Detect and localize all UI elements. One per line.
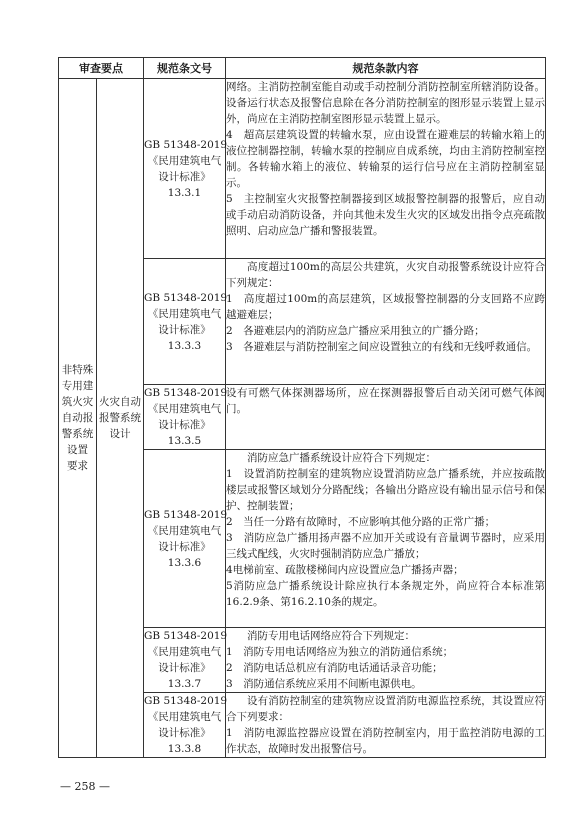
standard-number-line: GB 51348-2019 (144, 138, 228, 151)
standard-number-cell (144, 628, 226, 693)
table-row (59, 79, 546, 259)
clause-paragraph: 5消防应急广播系统设计除应执行本条规定外，尚应符合本标准第16.2.9条、第16.2.10条的规定。 (226, 580, 545, 608)
clause-paragraph: 3 各避难层与消防控制室之间应设置独立的有线和无线呼救通信。 (226, 341, 538, 353)
clause-paragraph: 消防应急广播系统设计应符合下列规定： (247, 452, 436, 464)
standard-number-line: 设计标准》 (158, 662, 211, 674)
standard-number-line: 《民用建筑电气 (147, 524, 222, 537)
standard-number-line: 13.3.8 (167, 743, 202, 755)
clause-paragraph: 2 当任一分路有故障时，不应影响其他分路的正常广播； (226, 516, 496, 528)
clause-paragraph: 3 消防通信系统应采用不间断电源供电。 (226, 678, 422, 690)
clause-paragraph: 设有可燃气体探测器场所，应在探测器报警后自动关闭可燃气体阀门。 (226, 387, 545, 415)
standard-number-cell (144, 259, 226, 385)
clause-paragraph: 1 设置消防控制室的建筑物应设置消防应急广播系统，并应按疏散楼层或报警区域划分分路配线；各输出分路应设有输出显示信号和保护、控制装置； (226, 468, 545, 512)
standard-number-cell (144, 693, 226, 758)
clause-paragraph: 高度超过100m的高层公共建筑，火灾自动报警系统设计应符合下列规定： (226, 261, 545, 289)
standard-number-line: 设计标准》 (158, 727, 211, 739)
clause-content-cell (226, 259, 546, 385)
review-point-primary-line: 警系统 (61, 428, 94, 440)
review-point-primary-line: 专用建 (61, 380, 94, 392)
standard-number-line: 设计标准》 (158, 419, 211, 431)
clause-paragraph: 设有消防控制室的建筑物应设置消防电源监控系统，其设置应符合下列要求： (226, 695, 545, 723)
clause-paragraph: 1 消防专用电话网络应为独立的消防通信系统； (226, 646, 454, 658)
clause-content-cell (226, 693, 546, 758)
standard-number-line: 《民用建筑电气 (147, 403, 222, 415)
review-point-secondary-line: 设计 (109, 428, 131, 440)
header-standard-no: 规范条文号 (144, 58, 226, 79)
clause-content-cell (226, 385, 546, 450)
review-point-primary-line: 非特殊 (61, 364, 94, 376)
standard-number-line: GB 51348-2019 (144, 695, 228, 707)
clause-paragraph: 5 主控制室火灾报警控制器接到区域报警控制器的报警后，应自动或手动启动消防设备，并向其他未发生火灾的区域发出指令点亮疏散照明、启动应急广播和警报装置。 (226, 193, 545, 237)
standard-number-cell (144, 79, 226, 259)
standard-number-line: 《民用建筑电气 (147, 711, 222, 723)
review-point-primary-line: 要求 (67, 460, 88, 472)
standard-number-line: 13.3.3 (167, 339, 202, 352)
page-number: — 258 — (60, 780, 110, 793)
standard-number-line: 13.3.1 (167, 186, 202, 199)
header-clause-content: 规范条款内容 (226, 58, 546, 79)
standard-number-line: 设计标准》 (158, 540, 211, 553)
table-header-row (59, 58, 546, 79)
clause-paragraph: 消防专用电话网络应符合下列规定： (247, 630, 415, 642)
table-body (59, 79, 546, 758)
clause-paragraph: 2 消防电话总机应有消防电话通话录音功能； (226, 662, 443, 674)
review-table (58, 57, 546, 758)
review-point-primary-line: 设置 (67, 444, 88, 456)
clause-paragraph: 3 消防应急广播用扬声器不应加开关或设有音量调节器时，应采用三线式配线，火灾时强制消防应急广播放； (226, 532, 545, 560)
clause-content-cell (226, 628, 546, 693)
review-point-primary (59, 79, 97, 758)
standard-number-cell (144, 385, 226, 450)
header-review-points: 审查要点 (59, 58, 144, 79)
review-point-secondary (97, 79, 144, 758)
review-point-secondary-line: 火灾自动 (99, 396, 141, 408)
standard-number-cell (144, 450, 226, 628)
standard-number-line: 设计标准》 (158, 170, 211, 183)
clause-paragraph: 4电梯前室、疏散楼梯间内应设置应急广播扬声器； (226, 564, 464, 576)
standard-number-line: GB 51348-2019 (144, 508, 228, 521)
standard-number-line: 《民用建筑电气 (147, 154, 222, 167)
standard-number-line: GB 51348-2019 (144, 387, 228, 399)
clause-content-cell (226, 79, 546, 259)
standard-number-line: 设计标准》 (158, 323, 211, 336)
standard-number-line: 13.3.7 (167, 678, 202, 690)
standard-number-line: 13.3.6 (167, 556, 202, 569)
standard-number-line: 《民用建筑电气 (147, 307, 222, 320)
clause-paragraph: 1 消防电源监控器应设置在消防控制室内，用于监控消防电源的工作状态，故障时发出报警信号。 (226, 727, 545, 755)
clause-paragraph: 1 高度超过100m的高层建筑，区域报警控制器的分支回路不应跨越避难层； (226, 293, 545, 321)
clause-paragraph: 网络。主消防控制室能自动或手动控制分消防控制室所辖消防设备。设备运行状态及报警信息除在各分消防控制室的图形显示装置上显示外，尚应在主消防控制室图形显示装置上显示。 (226, 81, 545, 125)
standard-number-line: GB 51348-2019 (144, 630, 228, 642)
clause-paragraph: 2 各避难层内的消防应急广播应采用独立的广播分路； (226, 325, 485, 337)
review-point-primary-line: 自动报 (61, 412, 94, 424)
clause-content-cell (226, 450, 546, 628)
standard-number-line: 13.3.5 (167, 435, 202, 447)
review-point-primary-line: 筑火灾 (61, 396, 94, 408)
review-point-secondary-line: 报警系统 (99, 412, 141, 424)
standard-number-line: GB 51348-2019 (144, 291, 228, 304)
clause-paragraph: 4 超高层建筑设置的转输水泵，应由设置在避难层的转输水箱上的液位控制器控制，转输水泵的控制应自成系统，均由主消防控制室控制。各转输水箱上的液位、转输泵的运行信号应在主消防控制室显示。 (226, 129, 545, 189)
standard-number-line: 《民用建筑电气 (147, 646, 222, 658)
